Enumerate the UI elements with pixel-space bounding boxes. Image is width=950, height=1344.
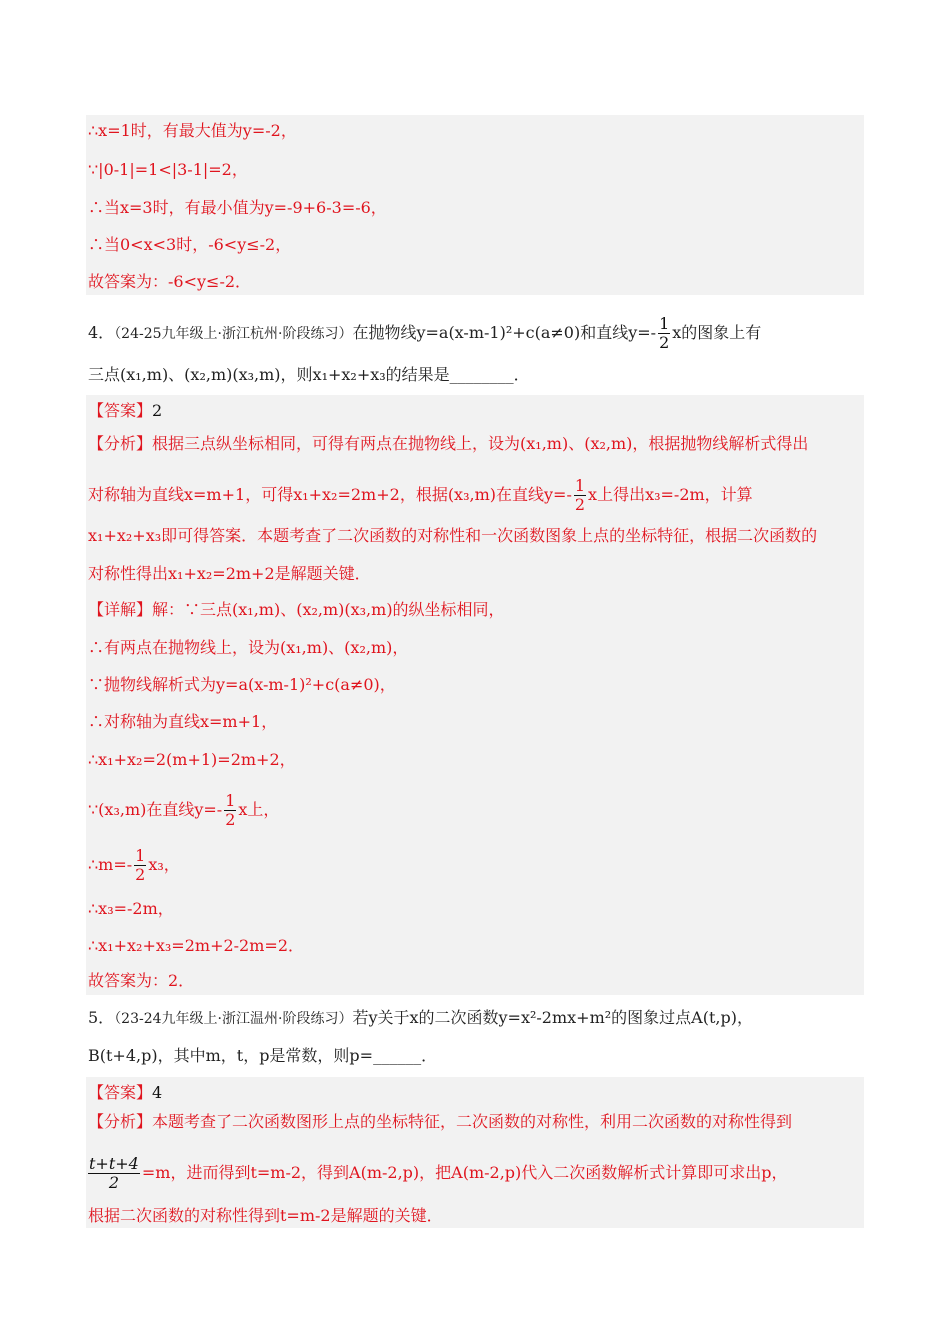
fraction-numerator: t+t+4 [89, 1154, 139, 1173]
question-number: 4． [88, 323, 115, 342]
answer-line [88, 1082, 162, 1104]
fraction-numerator: 1 [659, 314, 670, 333]
analysis-line [88, 477, 753, 514]
question-4-stem [88, 315, 761, 352]
detail-text: ∵(x₃,m)在直线y=- [88, 800, 223, 819]
question-4-stem-line2: 三点(x₁,m)、(x₂,m)(x₃,m)，则x₁+x₂+x₃的结果是________． [88, 365, 530, 384]
fraction-denominator: 2 [659, 333, 670, 352]
detail-line: ∴x₃=-2m， [88, 899, 174, 918]
analysis-text: x上得出x₃=-2m，计算 [588, 485, 753, 504]
solution-block-q5 [86, 1077, 864, 1228]
fraction-numerator: 1 [574, 476, 586, 495]
detail-text: 解：∵三点(x₁,m)、(x₂,m)(x₃,m)的纵坐标相同， [152, 600, 505, 619]
analysis-line: 根据二次函数的对称性得到t=m-2是解题的关键． [88, 1206, 443, 1225]
text-line: ∵|0-1|=1<|3-1|=2， [88, 160, 248, 179]
analysis-text: 根据三点纵坐标相同，可得有两点在抛物线上，设为(x₁,m)、(x₂,m)，根据抛物线解析式得出 [152, 434, 809, 453]
answer-value: 2 [152, 401, 163, 420]
question-number: 5． [88, 1008, 115, 1027]
fraction [658, 315, 670, 352]
analysis-text: =m，进而得到t=m-2，得到A(m-2,p)，把A(m-2,p)代入二次函数解析式计算即可求出p， [141, 1163, 788, 1182]
question-5-stem [88, 1007, 753, 1030]
solution-block-q4 [86, 395, 864, 995]
analysis-line [88, 1111, 792, 1133]
detail-line: ∴对称轴为直线x=m+1， [88, 712, 278, 731]
fraction-denominator: 2 [108, 1173, 120, 1192]
analysis-text: 本题考查了二次函数图形上点的坐标特征，二次函数的对称性，利用二次函数的对称性得到 [152, 1112, 793, 1131]
detail-text: ∴m=- [88, 855, 133, 874]
answer-label: 【答案】 [88, 1083, 153, 1102]
analysis-line: x₁+x₂+x₃即可得答案．本题考查了二次函数的对称性和一次函数图象上点的坐标特征，根据二次函数的 [88, 526, 818, 545]
stem-text: 若y关于x的二次函数y=x²-2mx+m²的图象过点A(t,p)， [352, 1008, 753, 1027]
fraction-denominator: 2 [135, 865, 146, 884]
question-source: （23-24九年级上·浙江温州·阶段练习） [114, 1011, 353, 1027]
detail-line [88, 599, 505, 621]
detail-line [88, 847, 180, 884]
detail-text: x₃， [148, 855, 180, 874]
question-source: （24-25九年级上·浙江杭州·阶段练习） [114, 326, 353, 342]
analysis-line: 对称性得出x₁+x₂=2m+2是解题关键． [88, 564, 371, 583]
question-5-stem-line2: B(t+4,p)，其中m，t，p是常数，则p=______． [88, 1046, 438, 1065]
final-answer-line: 故答案为：2． [88, 971, 195, 990]
fraction-denominator: 2 [225, 810, 236, 829]
analysis-line [86, 1155, 788, 1192]
analysis-text: 对称轴为直线x=m+1，可得x₁+x₂=2m+2，根据(x₃,m)在直线y=- [88, 485, 572, 504]
detail-text: x上， [238, 800, 280, 819]
fraction-denominator: 2 [574, 495, 586, 514]
detail-line: ∴x₁+x₂=2(m+1)=2m+2， [88, 750, 296, 769]
answer-label: 【答案】 [88, 401, 153, 420]
analysis-label: 【分析】 [88, 1112, 153, 1131]
analysis-label: 【分析】 [88, 434, 153, 453]
answer-value: 4 [152, 1083, 163, 1102]
fraction [574, 477, 586, 514]
detail-line: ∴有两点在抛物线上，设为(x₁,m)、(x₂,m)， [88, 638, 409, 657]
fraction [88, 1155, 140, 1192]
answer-line [88, 400, 162, 422]
stem-text: 在抛物线y=a(x-m-1)²+c(a≠0)和直线y=- [352, 323, 657, 342]
fraction [134, 847, 146, 884]
text-line: ∴x=1时，有最大值为y=-2， [88, 121, 297, 140]
text-line: ∴当x=3时，有最小值为y=-9+6-3=-6， [88, 198, 387, 217]
fraction-numerator: 1 [135, 846, 146, 865]
stem-text: x的图象上有 [672, 323, 762, 342]
fraction-numerator: 1 [225, 791, 236, 810]
detail-line: ∵抛物线解析式为y=a(x-m-1)²+c(a≠0)， [88, 675, 396, 694]
detail-line [88, 792, 279, 829]
solution-block-q3-tail [86, 115, 864, 295]
text-line: 故答案为：-6<y≤-2． [88, 272, 252, 291]
fraction [224, 792, 236, 829]
text-line: ∴当0<x<3时，-6<y≤-2， [88, 235, 292, 254]
detail-line: ∴x₁+x₂+x₃=2m+2-2m=2． [88, 936, 304, 955]
analysis-line [88, 433, 808, 455]
detail-label: 【详解】 [88, 600, 153, 619]
